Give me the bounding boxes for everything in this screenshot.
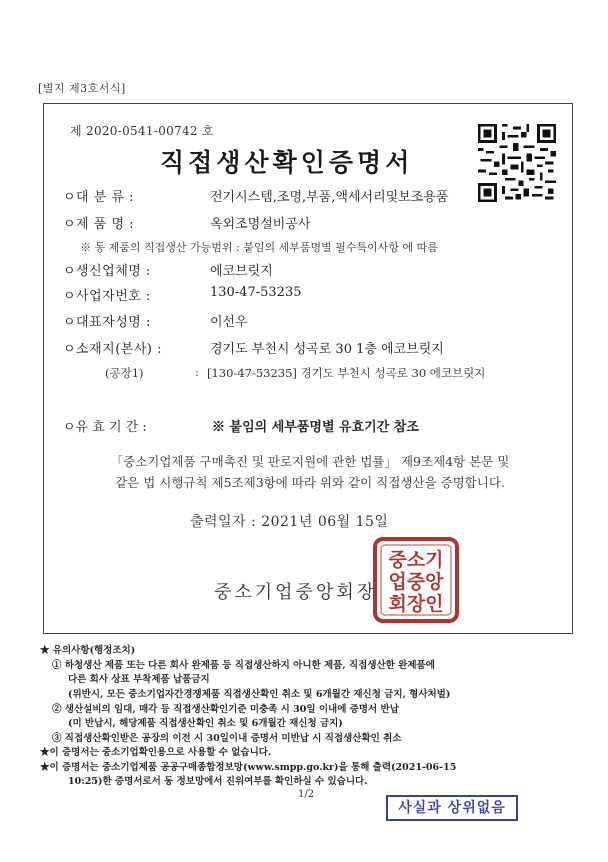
seal-text-line: 중소기	[388, 549, 444, 571]
notice-item: ★이 증명서는 중소기업확인용으로 사용할 수 없습니다.	[40, 747, 272, 758]
factory-label: (공장1)	[105, 366, 144, 380]
notice-item: 10:25)한 증명서로서 동 정보망에서 진위여부를 확인하실 수 있습니다.	[68, 776, 368, 787]
seal-text-line: 회장인	[388, 593, 444, 615]
notice-item: ② 생산설비의 임대, 매각 등 직접생산확인기준 미충족 시 30일 이내에 증명서 반납	[52, 704, 399, 715]
field-value: 130-47-53235	[210, 285, 302, 300]
seal-text-line: 업중앙	[388, 571, 444, 593]
form-number: [별지 제3호서식]	[38, 82, 126, 95]
certification-text-line1: 「중소기업제품 구매촉진 및 판로지원에 관한 법률」 제9조제4항 본문 및	[110, 454, 510, 469]
field-value: 경기도 부천시 성곡로 30 1층 에코브릿지	[210, 342, 444, 357]
page-number: 1/2	[298, 789, 315, 800]
validity-row	[63, 416, 419, 435]
qr-code	[478, 124, 556, 202]
factory-value: [130-47-53235] 경기도 부천시 성곡로 30 에코브릿지	[207, 366, 486, 380]
notice-heading: ★ 유의사항(행정조치)	[40, 645, 136, 656]
certificate-title: 직접생산확인증명서	[160, 148, 414, 177]
field-hq-address	[63, 338, 444, 357]
field-label: ㅇ제 품 명 :	[63, 217, 135, 232]
field-value: 에코브릿지	[210, 264, 273, 279]
field-business-number	[63, 285, 302, 304]
production-scope-note: ※ 동 제품의 직접생산 가능범위 : 붙임의 세부품명별 필수특이사항 에 따름	[80, 241, 438, 254]
field-company-name	[63, 260, 273, 279]
field-representative	[63, 311, 248, 330]
field-value: 전기시스템,조명,부품,액세서리및보조용품	[210, 190, 449, 205]
issue-date: 출력일자 : 2021년 06월 15일	[190, 514, 389, 530]
verification-stamp: 사실과 상위없음	[386, 795, 518, 821]
factory-colon: :	[195, 365, 199, 379]
field-product-name	[63, 213, 311, 232]
notice-item: ★이 증명서는 중소기업제품 공공구매종합정보망(www.smpp.go.kr)을 통해 출력(2021-06-15	[40, 762, 457, 773]
factory-row	[105, 365, 486, 381]
official-seal	[371, 535, 461, 625]
notice-item: ③ 직접생산확인받은 공장의 이전 시 30일이내 증명서 미반납 시 직접생산확인 취소	[52, 733, 402, 744]
notice-item: (위반시, 모든 중소기업자간경쟁제품 직접생산확인 취소 및 6개월간 재신청 금지, 형사처벌)	[68, 689, 451, 700]
notice-item: 다른 회사 상표 부착제품 납품금지	[68, 674, 210, 685]
notice-item: (미 반납시, 해당제품 직접생산확인 취소 및 6개월간 재신청 금지)	[68, 718, 343, 729]
field-label: ㅇ생신업체명 :	[63, 264, 151, 279]
validity-value: ※ 붙임의 세부품명별 유효기간 참조	[212, 420, 419, 435]
issuer-name: 중소기업중앙회장	[214, 582, 378, 603]
field-category	[63, 186, 449, 205]
field-label: ㅇ사업자번호 :	[63, 289, 151, 304]
certification-text-line2: 같은 법 시행규칙 제5조제3항에 따라 위와 같이 직접생산을 증명합니다.	[115, 475, 505, 490]
validity-label: ㅇ유 효 기 간 :	[63, 420, 147, 435]
notice-item: ① 하청생산 제품 또는 다른 회사 완제품 등 직접생산하지 아니한 제품, 직접생산한 완제품에	[52, 660, 435, 671]
certificate-number: 제 2020-0541-00742 호	[70, 124, 214, 138]
field-value: 옥외조명설비공사	[210, 217, 311, 232]
field-label: ㅇ대 분 류 :	[63, 190, 135, 205]
field-value: 이선우	[210, 315, 248, 330]
field-label: ㅇ소재지(본사) :	[63, 342, 163, 357]
field-label: ㅇ대표자성명 :	[63, 315, 151, 330]
